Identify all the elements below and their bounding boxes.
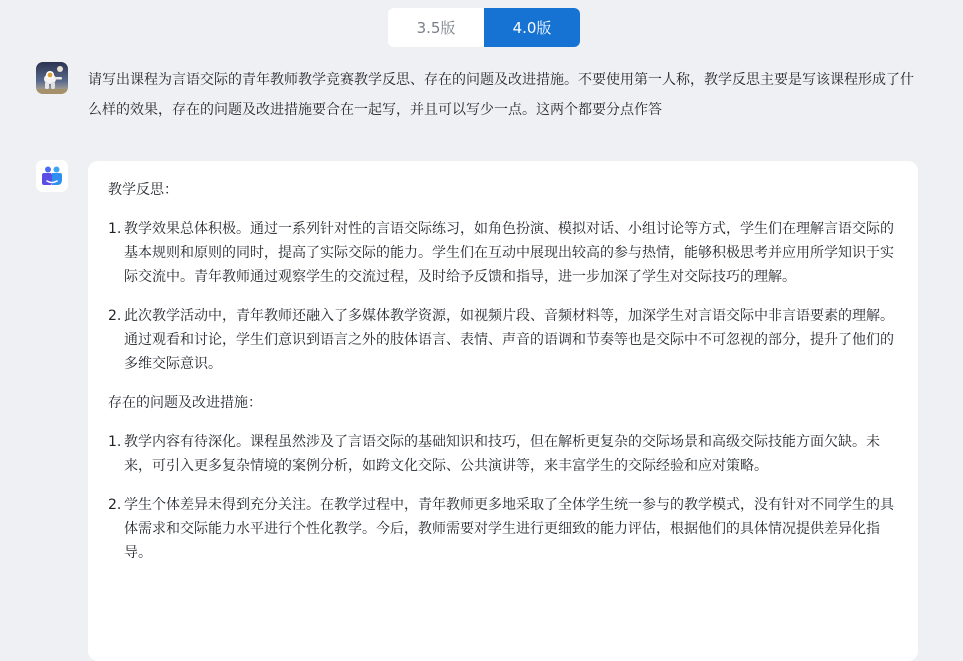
list-item-text: 教学效果总体积极。通过一系列针对性的言语交际练习，如角色扮演、模拟对话、小组讨论等方式，学生们在理解言语交际的基本规则和原则的同时，提高了实际交际的能力。学生们在互动中展现出较高的参与热情，能够积极思考并应用所学知识于实际交流中。青年教师通过观察学生的交流过程，及时给予反馈和指导，进一步加深了学生对交际技巧的理解。 xyxy=(124,221,894,285)
version-3-5-button[interactable]: 3.5版 xyxy=(388,8,484,47)
problems-heading: 存在的问题及改进措施： xyxy=(108,395,262,411)
version-4-0-button[interactable]: 4.0版 xyxy=(484,8,580,47)
reflection-heading: 教学反思： xyxy=(108,182,178,198)
bot-logo-icon xyxy=(36,160,68,192)
reflection-list xyxy=(108,217,898,376)
assistant-response-card xyxy=(88,161,918,661)
problems-list xyxy=(108,430,898,565)
list-item-text: 学生个体差异未得到充分关注。在教学过程中，青年教师更多地采取了全体学生统一参与的教学模式，没有针对不同学生的具体需求和交际能力水平进行个性化教学。今后，教师需要对学生进行更细致的能力评估，根据他们的具体情况提供差异化指导。 xyxy=(124,497,894,561)
list-item-number: 2. xyxy=(108,497,122,513)
list-item xyxy=(108,493,898,565)
list-item-text: 此次教学活动中，青年教师还融入了多媒体教学资源，如视频片段、音频材料等，加深学生对言语交际中非言语要素的理解。通过观看和讨论，学生们意识到语言之外的肢体语言、表情、声音的语调和节奏等也是交际中不可忽视的部分，提升了他们的多维交际意识。 xyxy=(124,308,894,372)
list-item-number: 1. xyxy=(108,434,122,450)
astronaut-avatar-icon xyxy=(36,62,68,94)
list-item xyxy=(108,217,898,289)
list-item xyxy=(108,304,898,376)
list-item-number: 1. xyxy=(108,221,122,237)
version-toggle xyxy=(388,8,580,47)
list-item-text: 教学内容有待深化。课程虽然涉及了言语交际的基础知识和技巧，但在解析更复杂的交际场景和高级交际技能方面欠缺。未来，可引入更多复杂情境的案例分析，如跨文化交际、公共演讲等，来丰富学生的交际经验和应对策略。 xyxy=(124,434,880,474)
list-item-number: 2. xyxy=(108,308,122,324)
user-message-text: 请写出课程为言语交际的青年教师教学竞赛教学反思、存在的问题及改进措施。不要使用第一人称，教学反思主要是写该课程形成了什么样的效果，存在的问题及改进措施要合在一起写，并且可以写少一点。这两个都要分点作答 xyxy=(88,72,914,118)
list-item xyxy=(108,430,898,478)
